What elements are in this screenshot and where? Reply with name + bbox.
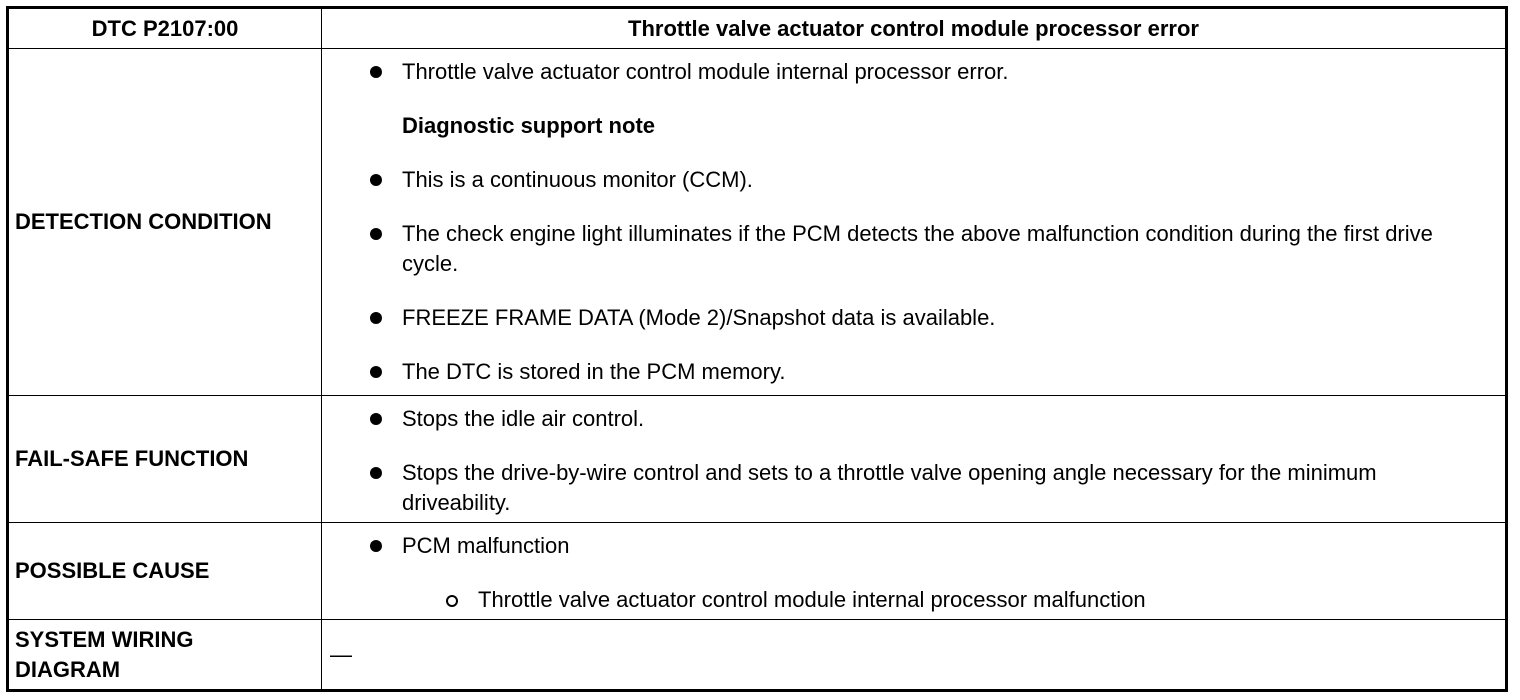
list-item [322, 458, 1505, 518]
list-item [322, 165, 1505, 195]
system-wiring-diagram-value: — [330, 641, 352, 667]
system-wiring-label-line2: DIAGRAM [15, 656, 121, 682]
detection-condition-label: DETECTION CONDITION [15, 209, 272, 234]
hollow-bullet-icon [446, 595, 458, 607]
list-item-text: Throttle valve actuator control module internal processor error. [402, 59, 1009, 84]
list-item-text: This is a continuous monitor (CCM). [402, 167, 753, 192]
list-item-text: The check engine light illuminates if the PCM detects the above malfunction condition during the first drive cycle. [402, 221, 1433, 276]
bullet-icon [370, 366, 382, 378]
list-item-text: PCM malfunction [402, 533, 570, 558]
dtc-title: Throttle valve actuator control module processor error [628, 15, 1199, 41]
list-item [322, 57, 1505, 87]
detection-condition-label-cell [9, 49, 322, 396]
bullet-icon [370, 413, 382, 425]
possible-cause-content [322, 523, 1505, 620]
dtc-code: DTC P2107:00 [91, 15, 239, 41]
bullet-icon [370, 467, 382, 479]
list-item [322, 404, 1505, 434]
detection-condition-content [322, 49, 1505, 396]
diagnostic-support-note-title: Diagnostic support note [402, 113, 655, 138]
list-item-text: Stops the drive-by-wire control and sets to a throttle valve opening angle necessary for the minimum driveability. [402, 460, 1377, 515]
dtc-code-header [9, 9, 322, 49]
possible-cause-label: POSSIBLE CAUSE [15, 558, 210, 583]
system-wiring-diagram-content [322, 620, 1505, 689]
fail-safe-label: FAIL-SAFE FUNCTION [15, 446, 249, 471]
list-item [322, 219, 1505, 279]
list-item [322, 357, 1505, 387]
system-wiring-label-line1: SYSTEM WIRING [15, 626, 194, 652]
dtc-title-header [322, 9, 1505, 49]
dtc-table [6, 6, 1508, 692]
bullet-icon [370, 66, 382, 78]
possible-cause-label-cell [9, 523, 322, 620]
sub-list-item [322, 585, 1505, 615]
bullet-icon [370, 540, 382, 552]
bullet-icon [370, 228, 382, 240]
list-item-text: FREEZE FRAME DATA (Mode 2)/Snapshot data is available. [402, 305, 996, 330]
list-item [322, 531, 1505, 561]
sub-list-item-text: Throttle valve actuator control module internal processor malfunction [478, 587, 1146, 612]
list-item [322, 303, 1505, 333]
fail-safe-label-cell [9, 396, 322, 523]
list-item-text: Stops the idle air control. [402, 406, 645, 431]
system-wiring-diagram-label-cell [9, 620, 322, 689]
list-item-text: The DTC is stored in the PCM memory. [402, 359, 786, 384]
bullet-icon [370, 174, 382, 186]
fail-safe-content [322, 396, 1505, 523]
bullet-icon [370, 312, 382, 324]
